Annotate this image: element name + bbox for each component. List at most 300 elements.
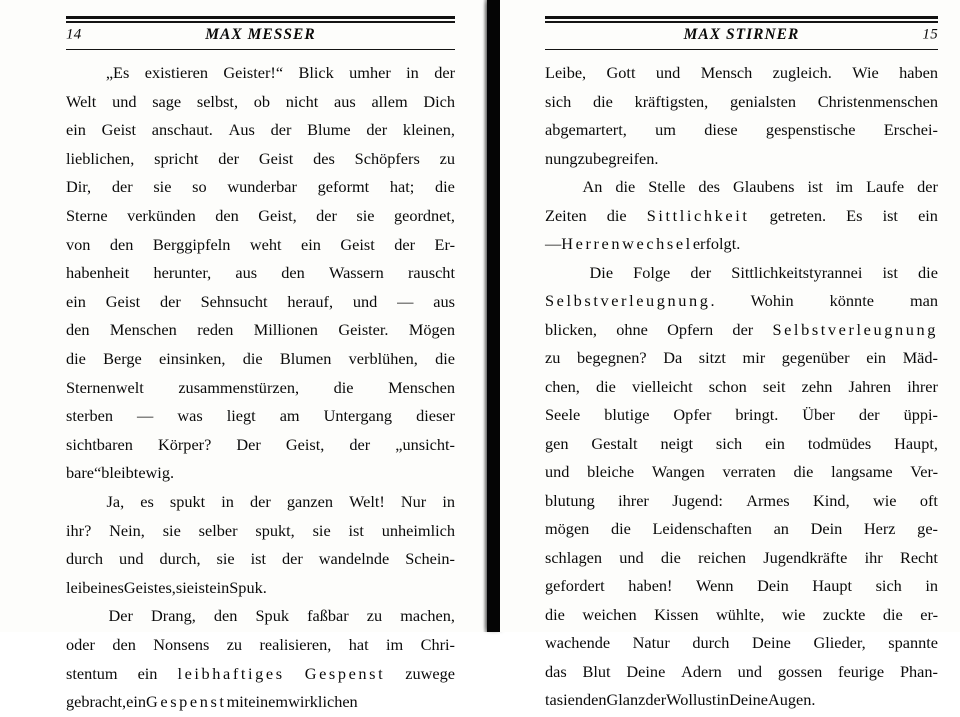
word: habenheit xyxy=(66,263,130,283)
word: sie xyxy=(216,549,235,569)
left-page-body xyxy=(66,59,455,717)
word: sitzt xyxy=(698,348,726,368)
word: Der xyxy=(236,434,261,454)
text-line xyxy=(66,459,455,488)
word: Geist xyxy=(258,148,294,168)
word: Natur xyxy=(632,633,670,653)
word: gebracht, xyxy=(66,692,127,712)
word: todmüdes xyxy=(807,433,872,453)
word: der xyxy=(858,405,880,425)
word: Phan- xyxy=(899,661,938,681)
text-line xyxy=(545,658,938,687)
word: Christenmenschen xyxy=(817,91,938,111)
word: ein xyxy=(866,348,887,368)
right-running-head-title: MAX STIRNER xyxy=(683,26,800,43)
paragraph xyxy=(545,59,938,173)
word: sage xyxy=(152,91,182,111)
word: leib xyxy=(66,577,91,597)
word: tasien xyxy=(545,690,583,710)
word: Haupt xyxy=(812,576,853,596)
word: Schein- xyxy=(405,549,455,569)
word: langsame xyxy=(831,462,893,482)
text-line xyxy=(66,202,455,231)
word: in xyxy=(442,492,455,511)
word: reichen xyxy=(698,547,746,567)
word: die xyxy=(610,519,631,539)
word: Glieder, xyxy=(813,633,866,653)
word: Geist xyxy=(101,120,137,140)
word: Folge xyxy=(633,262,671,282)
word: Über xyxy=(802,405,835,425)
word: in xyxy=(925,576,938,596)
word: ist xyxy=(193,577,210,597)
word: im xyxy=(386,634,404,654)
text-line xyxy=(66,488,455,517)
word: gefordert xyxy=(545,576,605,596)
word: mir xyxy=(742,348,766,368)
word: existieren xyxy=(144,63,209,83)
word: von xyxy=(66,234,91,254)
word: Sternenwelt xyxy=(66,377,144,397)
word: selber xyxy=(198,520,238,540)
word: umher xyxy=(349,63,391,83)
word: Nur xyxy=(400,492,427,511)
word: Dein xyxy=(810,519,843,539)
word: die xyxy=(918,262,938,282)
word: und xyxy=(619,547,644,567)
word: Es xyxy=(846,205,863,225)
word: zugleich. xyxy=(772,63,832,83)
word: die xyxy=(435,349,455,369)
word: oft xyxy=(919,490,938,510)
text-line xyxy=(66,173,455,202)
text-line xyxy=(545,430,938,459)
word: ist xyxy=(882,262,898,282)
word: die xyxy=(615,177,636,197)
word: genialsten xyxy=(729,91,796,111)
word: so xyxy=(192,177,207,197)
word: Mäd- xyxy=(902,348,938,368)
word: Sehnsucht xyxy=(200,291,268,311)
left-running-head-title: MAX MESSER xyxy=(205,26,316,43)
word: hat xyxy=(348,634,369,654)
word: Untergang xyxy=(323,406,393,426)
header-rule-under xyxy=(66,49,455,51)
text-line xyxy=(545,458,938,487)
word: und xyxy=(545,462,570,482)
word: im xyxy=(835,177,854,197)
text-line xyxy=(66,345,455,374)
word: ein xyxy=(918,205,938,225)
word: Opfern xyxy=(667,319,714,339)
word: neigt xyxy=(660,433,694,453)
text-line xyxy=(545,173,938,202)
paragraph xyxy=(66,488,455,602)
word: — xyxy=(397,291,414,311)
word: bringt. xyxy=(735,405,779,425)
word: des xyxy=(698,177,721,197)
word: mögen xyxy=(545,519,590,539)
word: Jahren xyxy=(848,376,892,396)
word: wunderbar xyxy=(227,177,297,197)
word: Augen. xyxy=(767,690,816,710)
word: wandelnde xyxy=(318,549,390,569)
word: spricht xyxy=(154,148,199,168)
word: der xyxy=(732,319,754,339)
word: Sittlichkeit xyxy=(646,205,750,225)
word: — xyxy=(137,406,154,426)
text-line xyxy=(545,487,938,516)
word: die xyxy=(435,177,455,197)
word: und xyxy=(112,91,137,111)
word: der xyxy=(250,492,271,511)
word: sichtbaren xyxy=(66,434,133,454)
word: den xyxy=(582,690,607,710)
word: zusammenstürzen, xyxy=(178,377,300,397)
text-line xyxy=(545,116,938,145)
text-line xyxy=(66,145,455,174)
word: leibhaftiges xyxy=(177,663,285,683)
word: ihrer xyxy=(618,490,649,510)
word: blutige xyxy=(604,405,650,425)
word: Geist xyxy=(105,291,141,311)
word: selbst, xyxy=(196,91,239,111)
word: Geister. xyxy=(338,320,389,340)
word: gen xyxy=(545,433,569,453)
word: kräftigsten, xyxy=(634,91,709,111)
word: verraten xyxy=(722,462,776,482)
word: ihr? xyxy=(66,520,92,540)
word: Jugend: xyxy=(672,490,723,510)
word: aus xyxy=(334,91,356,111)
word: Armes xyxy=(746,490,790,510)
word: ein xyxy=(209,577,230,597)
word: der xyxy=(917,177,938,197)
word: Glanz xyxy=(606,690,646,710)
word: Gestalt xyxy=(591,433,638,453)
word: vielleicht xyxy=(632,376,693,396)
word: bare“ xyxy=(66,463,102,483)
word: Nein, xyxy=(109,520,145,540)
word: Da xyxy=(663,348,683,368)
word: — xyxy=(545,234,562,254)
word: realisieren, xyxy=(259,634,332,654)
word: weichen xyxy=(582,604,637,624)
word: haben! xyxy=(628,576,673,596)
text-line xyxy=(66,88,455,117)
text-line xyxy=(66,517,455,546)
word: erfolgt. xyxy=(692,234,741,254)
word: Glaubens xyxy=(733,177,795,197)
word: begegnen? xyxy=(576,348,647,368)
text-line xyxy=(66,374,455,403)
word: Berge xyxy=(103,349,142,369)
word: der xyxy=(218,148,240,168)
text-line xyxy=(66,602,455,631)
word: getreten. xyxy=(769,205,827,225)
word: sich xyxy=(875,576,902,596)
word: ge- xyxy=(917,519,938,539)
word: Blume xyxy=(307,120,351,140)
word: Aus xyxy=(228,120,255,140)
word: das xyxy=(545,661,567,681)
word: der xyxy=(394,234,416,254)
word: Geist xyxy=(340,234,375,254)
header-rule-under xyxy=(545,49,938,51)
text-line xyxy=(545,686,938,715)
word: bleiche xyxy=(587,462,635,482)
word: ihr xyxy=(864,547,883,567)
word: einsinken, xyxy=(158,349,226,369)
right-folio: 15 xyxy=(922,26,938,43)
text-line xyxy=(545,373,938,402)
word: der xyxy=(159,291,181,311)
paragraph xyxy=(66,602,455,716)
word: er- xyxy=(920,604,938,624)
word: liegt xyxy=(226,406,256,426)
word: aus xyxy=(235,263,258,283)
word: lieblichen, xyxy=(66,148,135,168)
word: einem xyxy=(248,692,289,712)
word: Selbstverleugnung. xyxy=(545,291,715,311)
word: Ver- xyxy=(910,462,938,482)
word: die xyxy=(606,205,627,225)
word: ewig. xyxy=(138,463,175,483)
word: Zeiten xyxy=(545,205,587,225)
word: zuckte xyxy=(822,604,866,624)
word: sie xyxy=(153,177,172,197)
word: Deine xyxy=(729,690,768,710)
left-running-head xyxy=(66,16,455,50)
word: sich xyxy=(715,433,743,453)
word: ein xyxy=(137,663,158,683)
word: ist xyxy=(882,205,898,225)
word: Mensch xyxy=(700,63,753,83)
word: gossen xyxy=(777,661,823,681)
word: zuwege xyxy=(405,663,455,683)
right-page-text-block xyxy=(545,16,938,715)
word: Sittlichkeitstyrannei xyxy=(731,262,863,282)
word: den xyxy=(66,320,90,340)
word: dieser xyxy=(416,406,455,426)
word: der xyxy=(690,262,712,282)
word: Wie xyxy=(852,63,879,83)
word: schon xyxy=(708,376,747,396)
word: ein xyxy=(66,120,86,140)
text-line xyxy=(545,88,938,117)
word: durch xyxy=(66,549,104,569)
word: Kissen xyxy=(654,604,699,624)
word: üppi- xyxy=(903,405,938,425)
word: Blut xyxy=(582,661,611,681)
word: Laufe xyxy=(866,177,905,197)
word: nicht xyxy=(285,91,319,111)
word: der xyxy=(645,690,667,710)
word: Erschei- xyxy=(883,120,938,140)
word: sie xyxy=(162,520,181,540)
word: mit xyxy=(226,692,249,712)
paragraph xyxy=(545,173,938,259)
text-line xyxy=(545,629,938,658)
word: könnte xyxy=(829,291,874,311)
left-running-head-row xyxy=(66,23,455,48)
word: Herrenwechsel xyxy=(561,234,693,254)
word: wühlte, xyxy=(715,604,765,624)
word: Geister!“ xyxy=(223,63,284,83)
word: der xyxy=(366,120,388,140)
word: ganzen xyxy=(286,492,333,511)
left-folio: 14 xyxy=(66,26,82,43)
word: der xyxy=(316,206,337,226)
word: man xyxy=(909,291,938,311)
word: reden xyxy=(197,320,234,340)
word: die xyxy=(793,462,814,482)
word: die xyxy=(660,547,681,567)
word: blicken, xyxy=(545,319,597,339)
word: an xyxy=(773,519,789,539)
word: geformt xyxy=(317,177,370,197)
word: Die xyxy=(589,262,614,282)
word: was xyxy=(177,406,203,426)
word: und xyxy=(119,549,144,569)
word: nung xyxy=(545,148,578,168)
word: seit xyxy=(762,376,786,396)
word: allem xyxy=(371,91,408,111)
word: spukt xyxy=(169,492,206,511)
text-line xyxy=(66,259,455,288)
word: Blumen xyxy=(279,349,332,369)
text-line xyxy=(66,59,455,88)
word: Dich xyxy=(423,91,455,111)
word: unheimlich xyxy=(381,520,455,540)
word: Wohin xyxy=(750,291,794,311)
word: haben xyxy=(899,63,938,83)
word: spukt, xyxy=(255,520,295,540)
word: Herz xyxy=(863,519,896,539)
word: sie xyxy=(356,206,375,226)
text-line xyxy=(545,59,938,88)
word: zu xyxy=(226,634,243,654)
word: ein xyxy=(66,291,86,311)
word: „Es xyxy=(105,63,130,83)
word: Welt xyxy=(66,91,97,111)
word: die xyxy=(592,91,613,111)
text-line xyxy=(66,231,455,260)
word: Wassern xyxy=(329,263,384,283)
word: Gott xyxy=(606,63,636,83)
text-line xyxy=(545,230,938,259)
word: Leibe, xyxy=(545,63,587,83)
word: der xyxy=(349,434,371,454)
word: bleibt xyxy=(101,463,139,483)
word: hat; xyxy=(389,177,415,197)
word: kleinen, xyxy=(402,120,455,140)
word: ein xyxy=(126,692,147,712)
word: zu xyxy=(439,148,455,168)
word: Millionen xyxy=(253,320,318,340)
word: Deine xyxy=(626,661,666,681)
word: Der xyxy=(108,606,133,626)
word: Blick xyxy=(298,63,334,83)
word: den xyxy=(215,206,239,226)
word: die xyxy=(595,376,616,396)
word: schlagen xyxy=(545,547,602,567)
word: sie xyxy=(312,520,331,540)
text-line xyxy=(545,145,938,174)
word: herauf, xyxy=(287,291,334,311)
text-line xyxy=(66,316,455,345)
word: geordnet, xyxy=(393,206,455,226)
word: Geist, xyxy=(258,206,297,226)
word: ein xyxy=(301,234,321,254)
word: Leidenschaften xyxy=(652,519,752,539)
word: Geist, xyxy=(285,434,325,454)
word: ohne xyxy=(616,319,648,339)
word: diese xyxy=(704,120,738,140)
word: herunter, xyxy=(153,263,212,283)
text-line xyxy=(545,316,938,345)
word: eines xyxy=(90,577,124,597)
word: es xyxy=(140,492,154,511)
text-line xyxy=(66,545,455,574)
right-running-head xyxy=(545,16,938,50)
word: Adern xyxy=(681,661,722,681)
word: wirklichen xyxy=(288,692,358,712)
word: Mögen xyxy=(408,320,455,340)
right-page-body xyxy=(545,59,938,715)
word: ist xyxy=(348,520,364,540)
text-line xyxy=(66,631,455,660)
word: machen, xyxy=(400,606,455,626)
word: in xyxy=(716,690,730,710)
word: sie xyxy=(175,577,194,597)
word: Dein xyxy=(757,576,789,596)
word: Dir, xyxy=(66,177,92,197)
text-line xyxy=(545,544,938,573)
word: in xyxy=(406,63,419,83)
word: wachende xyxy=(545,633,611,653)
word: Stelle xyxy=(648,177,686,197)
word: den xyxy=(112,634,136,654)
word: um xyxy=(655,120,676,140)
word: der xyxy=(111,177,133,197)
word: gegenüber xyxy=(781,348,850,368)
word: die xyxy=(333,377,354,397)
word: durch xyxy=(692,633,730,653)
text-line xyxy=(545,401,938,430)
word: Körper? xyxy=(157,434,212,454)
word: Opfer xyxy=(673,405,712,425)
word: zu xyxy=(366,606,383,626)
word: spannte xyxy=(888,633,938,653)
word: in xyxy=(221,492,234,511)
text-line xyxy=(545,287,938,316)
word: Chri- xyxy=(420,634,455,654)
word: Recht xyxy=(899,547,938,567)
word: An xyxy=(582,177,603,197)
word: Sterne xyxy=(66,206,108,226)
word: Kind, xyxy=(813,490,850,510)
word: Er- xyxy=(434,234,455,254)
word: und xyxy=(737,661,763,681)
word: gespenstische xyxy=(765,120,856,140)
text-line xyxy=(66,574,455,603)
word: stentum xyxy=(66,663,118,683)
word: wie xyxy=(781,604,806,624)
word: begreifen. xyxy=(592,148,659,168)
left-page-text-block xyxy=(66,16,455,717)
text-line xyxy=(66,688,455,717)
